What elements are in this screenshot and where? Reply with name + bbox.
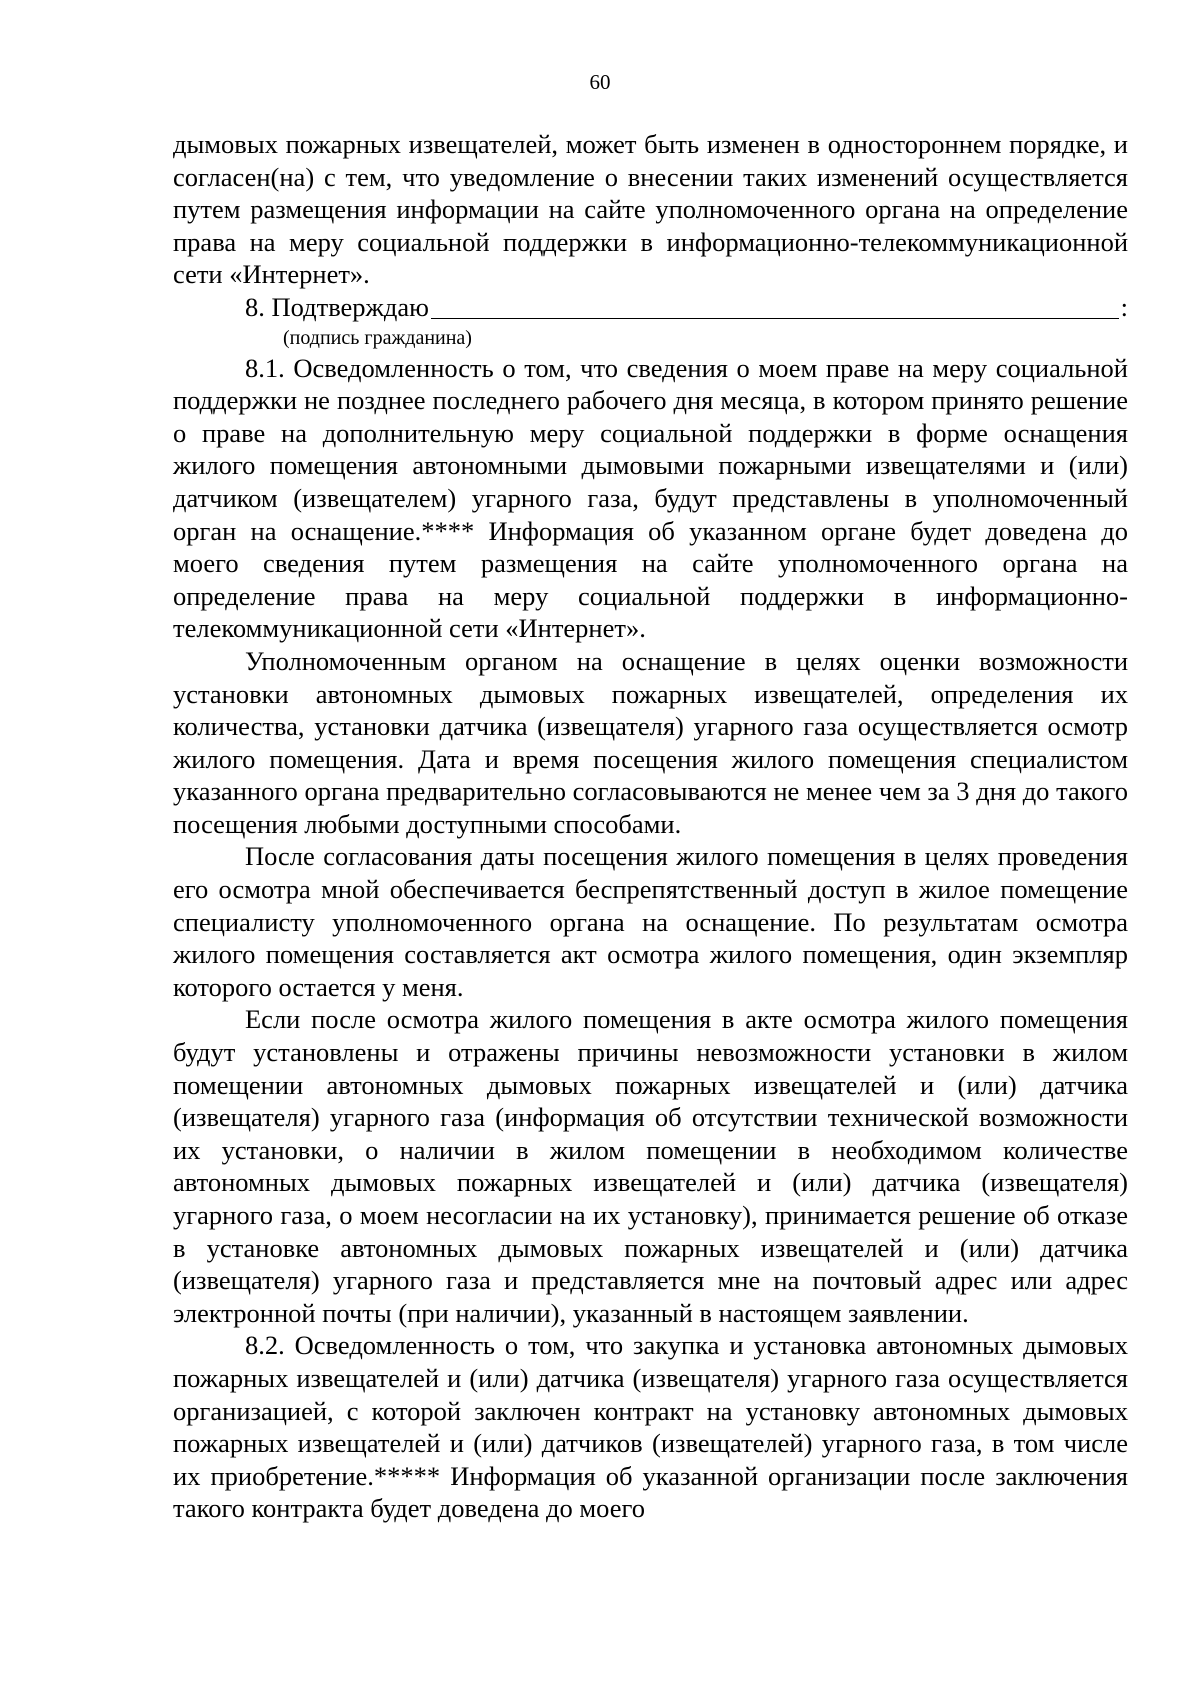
paragraph-continuation: дымовых пожарных извещателей, может быть изменен в одностороннем порядке, и согласен(на) с тем, что уведомление о внесении таких изменений осуществляется путем размещения информации на сайте уполномоченного органа на определение права на меру социальной поддержки в информационно-телекоммуникационной сети «Интернет». [173, 129, 1128, 290]
confirmation-colon: : [1120, 291, 1128, 322]
paragraph-refusal: Если после осмотра жилого помещения в акте осмотра жилого помещения будут установлены и отражены причины невозможности установки в жилом помещении автономных дымовых пожарных извещателей и (или) датчика (извещателя) угарного газа (информация об отсутствии технической возможности их установки, о наличии в жилом помещении в необходимом количестве автономных дымовых пожарных извещателей и (или) датчика (извещателя) угарного газа, о моем несогласии на их установку), принимается решение об отказе в установке автономных дымовых пожарных извещателей и (или) датчика (извещателя) угарного газа и представляется мне на почтовый адрес или адрес электронной почты (при наличии), указанный в настоящем заявлении. [173, 1004, 1128, 1328]
signature-caption: (подпись гражданина) [283, 326, 472, 349]
confirmation-line [173, 291, 1128, 324]
signature-field[interactable] [431, 294, 1119, 319]
page-number: 60 [589, 70, 611, 94]
document-body [173, 128, 1128, 1525]
paragraph-8-1: 8.1. Осведомленность о том, что сведения о моем праве на меру социальной поддержки не позднее последнего рабочего дня месяца, в котором принято решение о праве на дополнительную меру социальной поддержки в форме оснащения жилого помещения автономными дымовыми пожарными извещателями и (или) датчиком (извещателем) угарного газа, будут представлены в уполномоченный орган на оснащение.**** Информация об указанном органе будет доведена до моего сведения путем размещения на сайте уполномоченного органа на определение права на меру социальной поддержки в информационно-телекоммуникационной сети «Интернет». [173, 352, 1128, 644]
paragraph-access: После согласования даты посещения жилого помещения в целях проведения его осмотра мной обеспечивается беспрепятственный доступ в жилое помещение специалисту уполномоченного органа на оснащение. По результатам осмотра жилого помещения составляется акт осмотра жилого помещения, один экземпляр которого остается у меня. [173, 841, 1128, 1002]
confirmation-label: 8. Подтверждаю [245, 291, 429, 322]
paragraph-inspection: Уполномоченным органом на оснащение в целях оценки возможности установки автономных дымовых пожарных извещателей, определения их количества, установки датчика (извещателя) угарного газа осуществляется осмотр жилого помещения. Дата и время посещения жилого помещения специалистом указанного органа предварительно согласовываются не менее чем за 3 дня до такого посещения любыми доступными способами. [173, 645, 1128, 839]
paragraph-8-2: 8.2. Осведомленность о том, что закупка и установка автономных дымовых пожарных извещателей и (или) датчика (извещателя) угарного газа осуществляется организацией, с которой заключен контракт на установку автономных дымовых пожарных извещателей и (или) датчиков (извещателей) угарного газа, в том числе их приобретение.***** Информация об указанной организации после заключения такого контракта будет доведена до моего [173, 1330, 1128, 1524]
